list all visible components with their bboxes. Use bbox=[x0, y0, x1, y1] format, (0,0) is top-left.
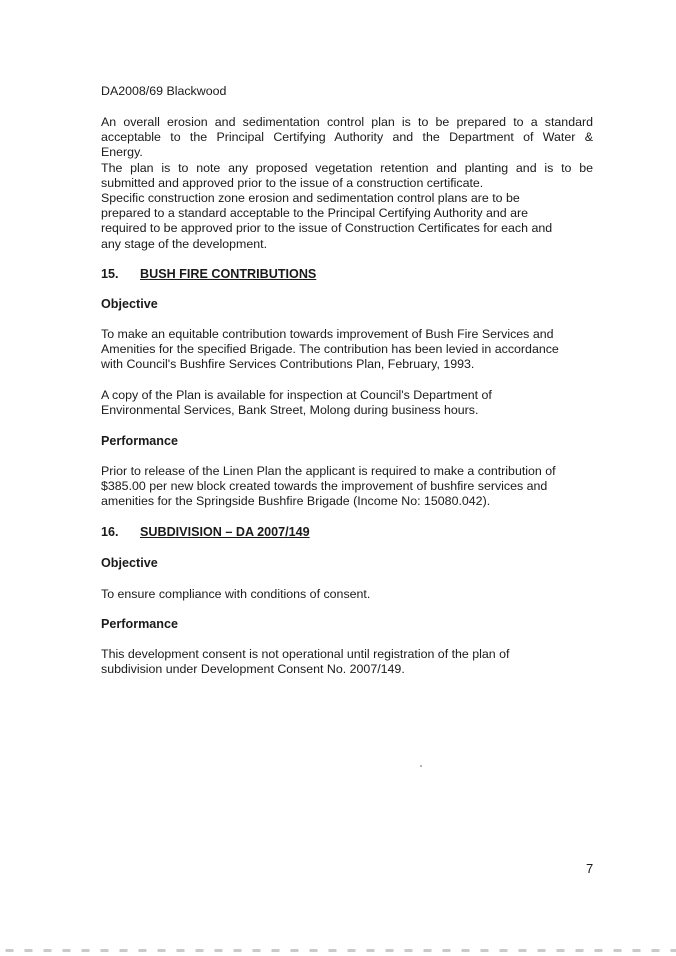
scan-speck bbox=[420, 765, 422, 767]
page-number: 7 bbox=[586, 861, 594, 876]
paragraph-line: A copy of the Plan is available for inspection at Council's Department of bbox=[101, 388, 492, 402]
paragraph-line: subdivision under Development Consent No. 2007/149. bbox=[101, 662, 405, 677]
paragraph-line: Amenities for the specified Brigade. The contribution has been levied in accordance bbox=[101, 342, 559, 357]
paragraph-line: The plan is to note any proposed vegetation retention and planting and is to be bbox=[101, 160, 593, 175]
erosion-plan-paragraph bbox=[101, 115, 593, 252]
section-number: 16. bbox=[101, 525, 119, 539]
reference-text: DA2008/69 Blackwood bbox=[101, 84, 227, 98]
paragraph-line: prepared to a standard acceptable to the Principal Certifying Authority and are bbox=[101, 206, 529, 221]
section-15-objective-paragraph bbox=[101, 327, 593, 373]
document-reference bbox=[101, 84, 593, 99]
paragraph-line: This development consent is not operational until registration of the plan of bbox=[101, 647, 510, 661]
section-title: BUSH FIRE CONTRIBUTIONS bbox=[140, 267, 317, 281]
paragraph-line: To make an equitable contribution towards improvement of Bush Fire Services and bbox=[101, 327, 554, 341]
section-15-performance-paragraph bbox=[101, 464, 593, 510]
section-15-plan-copy-paragraph bbox=[101, 388, 593, 418]
section-15-performance-heading: Performance bbox=[101, 434, 178, 448]
section-15-heading bbox=[101, 267, 316, 282]
section-15-objective-heading: Objective bbox=[101, 297, 158, 311]
paragraph-line: Prior to release of the Linen Plan the applicant is required to make a contribution of bbox=[101, 464, 556, 478]
paragraph-line: with Council's Bushfire Services Contributions Plan, February, 1993. bbox=[101, 357, 475, 372]
paragraph-line: required to be approved prior to the issue of Construction Certificates for each and bbox=[101, 221, 553, 236]
scan-edge-dots bbox=[0, 949, 676, 952]
section-16-objective-paragraph bbox=[101, 587, 593, 602]
paragraph-line: Specific construction zone erosion and sedimentation control plans are to be bbox=[101, 191, 520, 206]
paragraph-line: An overall erosion and sedimentation control plan is to be prepared to a standard bbox=[101, 115, 593, 129]
section-16-objective-heading: Objective bbox=[101, 556, 158, 570]
section-16-performance-paragraph bbox=[101, 647, 593, 677]
paragraph-line: $385.00 per new block created towards the improvement of bushfire services and bbox=[101, 479, 548, 494]
paragraph-line: Energy. bbox=[101, 145, 143, 160]
section-16-heading bbox=[101, 525, 310, 540]
section-title: SUBDIVISION – DA 2007/149 bbox=[140, 525, 310, 539]
paragraph-line: any stage of the development. bbox=[101, 236, 268, 251]
section-16-performance-heading: Performance bbox=[101, 617, 178, 631]
section-number: 15. bbox=[101, 267, 119, 281]
paragraph-line: acceptable to the Principal Certifying Authority and the Department of Water & bbox=[101, 130, 593, 145]
paragraph-line: amenities for the Springside Bushfire Brigade (Income No: 15080.042). bbox=[101, 494, 491, 509]
paragraph-line: submitted and approved prior to the issue of a construction certificate. bbox=[101, 175, 484, 190]
paragraph-line: Environmental Services, Bank Street, Molong during business hours. bbox=[101, 403, 479, 418]
paragraph-line: To ensure compliance with conditions of consent. bbox=[101, 587, 371, 601]
